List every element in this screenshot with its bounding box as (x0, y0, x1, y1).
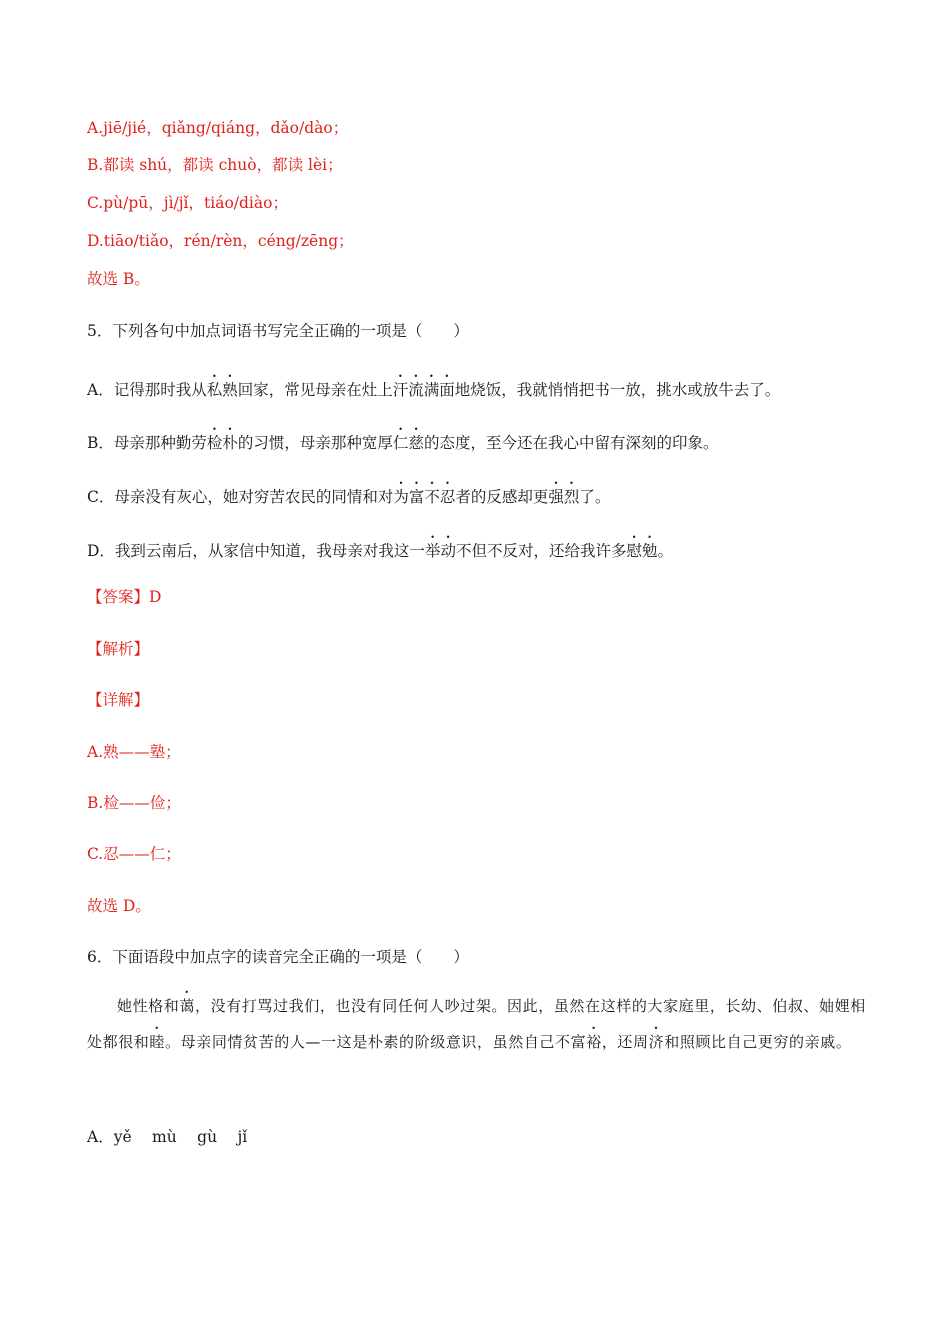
explanation-line: B.都读 shú，都读 chuò，都读 lèi； (87, 156, 343, 174)
answer-label: 【答案】D (87, 588, 162, 606)
analysis-label: 【解析】 (87, 640, 150, 658)
dotted-word: 为富不忍 (393, 488, 456, 506)
detail-label: 【详解】 (87, 691, 150, 709)
q6-option-a: A．yě mù gù jǐ (87, 1128, 248, 1146)
dotted-char: 济 (648, 1033, 665, 1051)
explanation-line: A.jiē/jié，qiǎng/qiáng，dǎo/dào； (87, 119, 349, 137)
explanation-line: D.tiāo/tiǎo，rén/rèn，céng/zēng； (87, 232, 354, 250)
q5-conclusion: 故选 D。 (87, 897, 151, 915)
dotted-char: 睦 (149, 1033, 166, 1051)
prev-conclusion: 故选 B。 (87, 270, 150, 288)
dotted-char: 裕 (586, 1033, 602, 1051)
reading-passage: 她性格和蔼，没有打骂过我们，也没有同任何人吵过架。因此，虽然在这样的大家庭里，长幼、伯叔、妯娌相处都很和睦。母亲同情贫苦的人—一这是朴素的阶级意识，虽然自己不富裕，还周济和照顾比自己更穷的亲戚。 (87, 997, 866, 1051)
q5-option-a: A．记得那时我从私熟回家，常见母亲在灶上汗流满面地烧饭，我就悄悄把书一放，挑水或放牛去了。 (87, 381, 781, 399)
dotted-word: 私熟 (206, 381, 238, 399)
dotted-word: 慰勉 (626, 542, 658, 560)
question-6-stem: 6．下面语段中加点字的读音完全正确的一项是（ ） (87, 948, 469, 966)
q5-option-b: B．母亲那种勤劳检朴的习惯，母亲那种宽厚仁慈的态度，至今还在我心中留有深刻的印象。 (87, 434, 719, 452)
q5-option-c: C．母亲没有灰心，她对穷苦农民的同情和对为富不忍者的反感却更强烈了。 (87, 488, 611, 506)
dotted-word: 仁慈 (392, 434, 424, 452)
dotted-word: 举动 (424, 542, 456, 560)
dotted-char: 蔼 (179, 997, 196, 1015)
dotted-word: 汗流满面 (392, 381, 455, 399)
dotted-word: 强烈 (548, 488, 580, 506)
explanation-line: C.pù/pū，jì/jǐ，tiáo/diào； (87, 194, 288, 212)
dotted-word: 检朴 (206, 434, 238, 452)
detail-line: B.检——俭； (87, 794, 181, 812)
q5-option-d: D．我到云南后，从家信中知道，我母亲对我这一举动不但不反对，还给我许多慰勉。 (87, 542, 673, 560)
detail-line: A.熟——塾； (87, 743, 181, 761)
detail-line: C.忍——仁； (87, 845, 181, 863)
question-5-stem: 5．下列各句中加点词语书写完全正确的一项是（ ） (87, 322, 469, 340)
